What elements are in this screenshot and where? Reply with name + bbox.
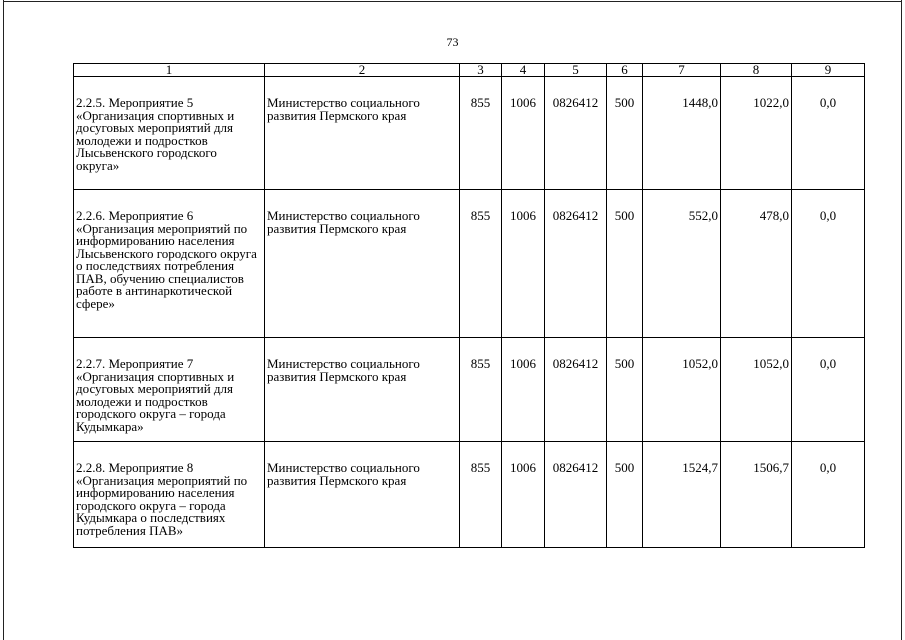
code-cell: 855 [460, 442, 502, 548]
amount-cell: 0,0 [792, 338, 865, 442]
amount-cell: 0,0 [792, 442, 865, 548]
amount-cell: 1052,0 [721, 338, 792, 442]
ministry-cell: Министерство социального развития Пермского края [265, 190, 460, 338]
column-header: 8 [721, 64, 792, 77]
ministry-cell: Министерство социального развития Пермского края [265, 338, 460, 442]
amount-cell: 0,0 [792, 190, 865, 338]
amount-cell: 552,0 [643, 190, 721, 338]
amount-cell: 1506,7 [721, 442, 792, 548]
code-cell: 500 [607, 190, 643, 338]
code-cell: 0826412 [545, 190, 607, 338]
ministry-cell: Министерство социального развития Пермского края [265, 442, 460, 548]
code-cell: 0826412 [545, 338, 607, 442]
code-cell: 855 [460, 190, 502, 338]
code-cell: 1006 [502, 338, 545, 442]
code-cell: 855 [460, 338, 502, 442]
column-header: 3 [460, 64, 502, 77]
measure-name-cell: 2.2.7. Мероприятие 7 «Организация спортивных и досуговых мероприятий для молодежи и подростков городского округа – города Кудымкара» [74, 338, 265, 442]
table-row [74, 77, 865, 190]
column-header: 9 [792, 64, 865, 77]
measure-name-cell: 2.2.6. Мероприятие 6 «Организация мероприятий по информированию населения Лысьвенского городского округа о последствиях потребления ПАВ, обучению специалистов работе в антинаркотической сфере» [74, 190, 265, 338]
measure-name-cell: 2.2.5. Мероприятие 5 «Организация спортивных и досуговых мероприятий для молодежи и подростков Лысьвенского городского округа» [74, 77, 265, 190]
measure-name-cell: 2.2.8. Мероприятие 8 «Организация мероприятий по информированию населения городского округа – города Кудымкара о последствиях потребления ПАВ» [74, 442, 265, 548]
code-cell: 0826412 [545, 77, 607, 190]
code-cell: 0826412 [545, 442, 607, 548]
amount-cell: 1448,0 [643, 77, 721, 190]
page-number: 73 [446, 35, 459, 49]
column-header: 7 [643, 64, 721, 77]
code-cell: 500 [607, 442, 643, 548]
budget-table [73, 63, 865, 548]
amount-cell: 0,0 [792, 77, 865, 190]
code-cell: 855 [460, 77, 502, 190]
scan-edge-right [901, 0, 902, 640]
table-row [74, 190, 865, 338]
table-row [74, 442, 865, 548]
code-cell: 1006 [502, 77, 545, 190]
header-row [74, 64, 865, 77]
column-header: 2 [265, 64, 460, 77]
code-cell: 1006 [502, 190, 545, 338]
code-cell: 500 [607, 77, 643, 190]
column-header: 4 [502, 64, 545, 77]
column-header: 1 [74, 64, 265, 77]
ministry-cell: Министерство социального развития Пермского края [265, 77, 460, 190]
code-cell: 500 [607, 338, 643, 442]
amount-cell: 478,0 [721, 190, 792, 338]
amount-cell: 1022,0 [721, 77, 792, 190]
scan-edge-left [3, 0, 4, 640]
amount-cell: 1052,0 [643, 338, 721, 442]
table-row [74, 338, 865, 442]
amount-cell: 1524,7 [643, 442, 721, 548]
column-header: 5 [545, 64, 607, 77]
column-header: 6 [607, 64, 643, 77]
code-cell: 1006 [502, 442, 545, 548]
scan-edge-top [3, 1, 901, 2]
